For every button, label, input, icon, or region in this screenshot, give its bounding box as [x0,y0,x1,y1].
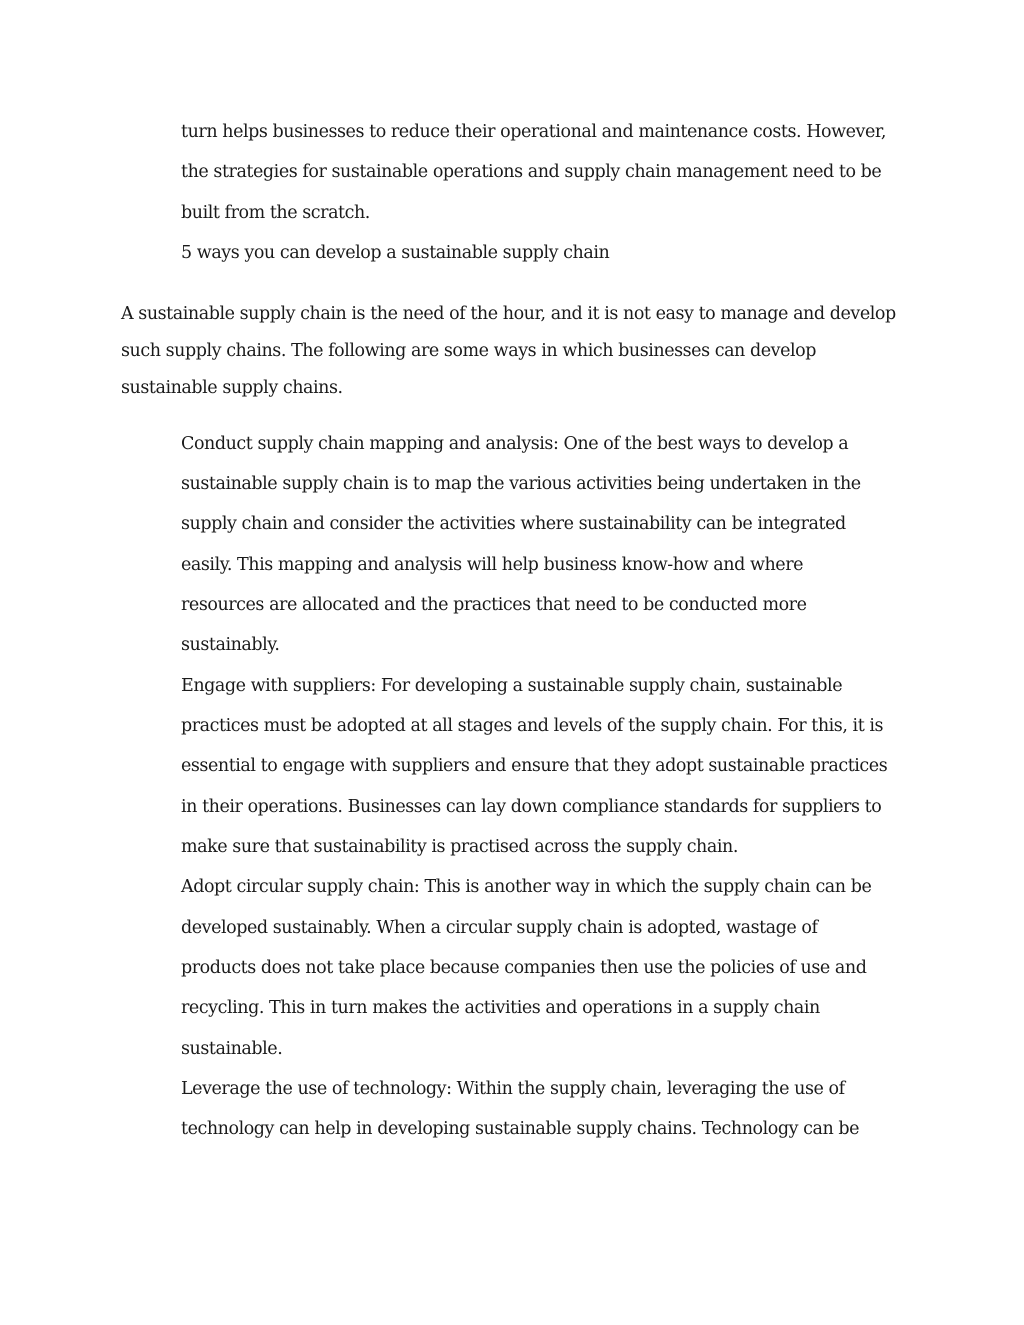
list-item-line: technology can help in developing sustainable supply chains. Technology can be [181,1119,860,1139]
section-heading: 5 ways you can develop a sustainable supply chain [181,243,610,263]
list-item-line: make sure that sustainability is practised across the supply chain. [181,837,738,857]
continued-paragraph-line: turn helps businesses to reduce their operational and maintenance costs. However, [181,122,887,142]
list-item-line: products does not take place because companies then use the policies of use and [181,958,867,978]
continued-paragraph-line: the strategies for sustainable operations and supply chain management need to be [181,162,882,182]
list-item-line: Engage with suppliers: For developing a sustainable supply chain, sustainable [181,676,843,696]
list-item-line: sustainable supply chain is to map the various activities being undertaken in the [181,474,861,494]
list-item-line: developed sustainably. When a circular supply chain is adopted, wastage of [181,918,818,938]
list-item-line: sustainably. [181,635,280,655]
list-item-line: resources are allocated and the practices that need to be conducted more [181,595,807,615]
list-item-line: practices must be adopted at all stages and levels of the supply chain. For this, it is [181,716,884,736]
list-item-line: Adopt circular supply chain: This is another way in which the supply chain can be [181,877,872,897]
continued-paragraph-line: built from the scratch. [181,203,370,223]
list-item-line: essential to engage with suppliers and ensure that they adopt sustainable practices [181,756,888,776]
intro-paragraph-line: sustainable supply chains. [121,378,343,398]
list-item-line: sustainable. [181,1039,283,1059]
list-item-line: Leverage the use of technology: Within the supply chain, leveraging the use of [181,1079,845,1099]
list-item-line: easily. This mapping and analysis will help business know-how and where [181,555,804,575]
list-item-line: Conduct supply chain mapping and analysis: One of the best ways to develop a [181,434,849,454]
intro-paragraph-line: A sustainable supply chain is the need of the hour, and it is not easy to manage and develop [121,304,896,324]
list-item-line: recycling. This in turn makes the activities and operations in a supply chain [181,998,820,1018]
list-item-line: supply chain and consider the activities where sustainability can be integrated [181,514,846,534]
intro-paragraph-line: such supply chains. The following are some ways in which businesses can develop [121,341,816,361]
list-item-line: in their operations. Businesses can lay down compliance standards for suppliers to [181,797,882,817]
